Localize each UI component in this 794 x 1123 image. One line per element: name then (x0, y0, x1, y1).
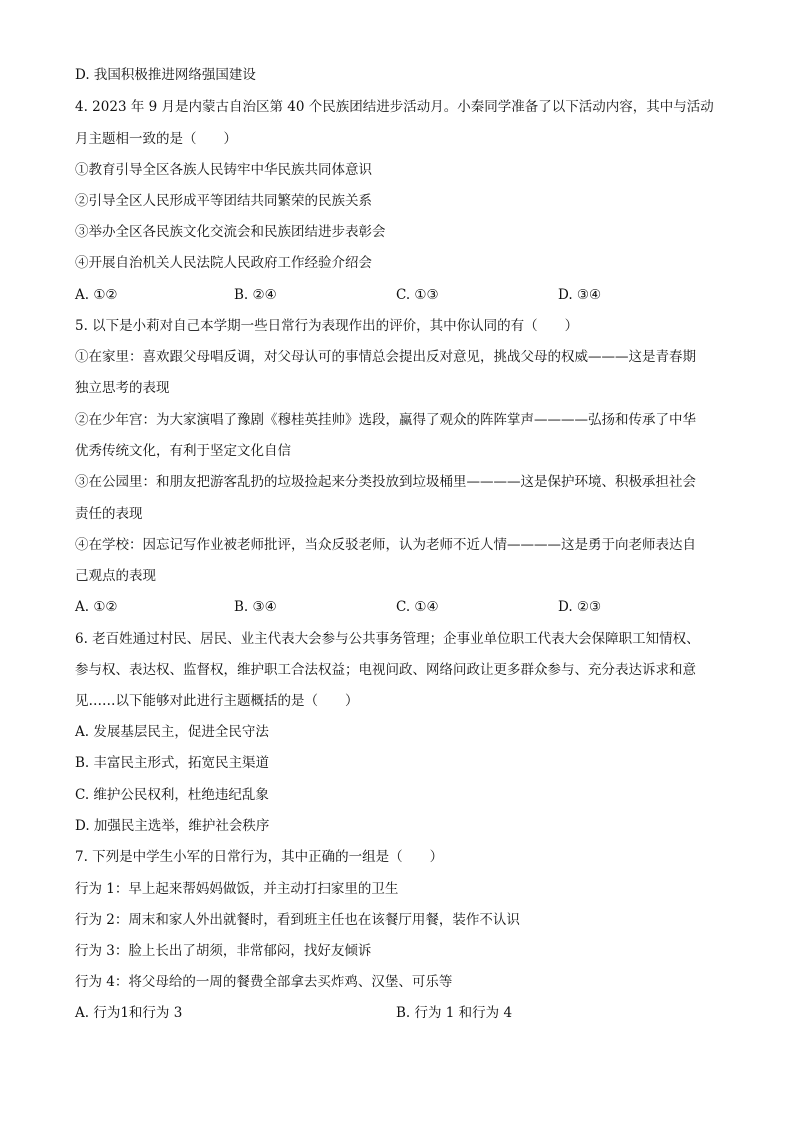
q6-option-c: C. 维护公民权利，杜绝违纪乱象 (75, 787, 269, 803)
q5-item-2-line1: ②在少年宫：为大家演唱了豫剧《穆桂英挂帅》选段，赢得了观众的阵阵掌声————弘扬和传承了中华 (75, 412, 696, 428)
q7-item-3: 行为 3：脸上长出了胡须，非常郁闷，找好友倾诉 (75, 943, 372, 959)
q6-option-b: B. 丰富民主形式，拓宽民主渠道 (75, 755, 270, 771)
q5-item-1-line2: 独立思考的表现 (75, 380, 170, 396)
q4-stem-line2: 月主题相一致的是（ ） (75, 131, 237, 147)
q5-item-4-line1: ④在学校：因忘记写作业被老师批评，当众反驳老师，认为老师不近人情————这是勇于向老师表达自 (75, 537, 696, 553)
q7-item-4: 行为 4：将父母给的一周的餐费全部拿去买炸鸡、汉堡、可乐等 (75, 974, 453, 990)
q4-option-a: A. ①② (75, 287, 118, 303)
q5-option-c: C. ①④ (396, 599, 439, 615)
q5-item-4-line2: 己观点的表现 (75, 568, 156, 584)
q6-stem-line3: 见……以下能够对此进行主题概括的是（ ） (75, 693, 359, 709)
q7-option-b: B. 行为 1 和行为 4 (396, 1005, 513, 1021)
q4-option-d: D. ③④ (558, 287, 602, 303)
q4-item-4: ④开展自治机关人民法院人民政府工作经验介绍会 (75, 255, 372, 271)
q5-item-3-line1: ③在公园里：和朋友把游客乱扔的垃圾捡起来分类投放到垃圾桶里————这是保护环境、积极承担社会 (75, 474, 696, 490)
q5-option-d: D. ②③ (558, 599, 602, 615)
q4-option-b: B. ②④ (234, 287, 277, 303)
q4-option-c: C. ①③ (396, 287, 439, 303)
q7-item-2: 行为 2：周末和家人外出就餐时，看到班主任也在该餐厅用餐，装作不认识 (75, 912, 520, 928)
q4-item-1: ①教育引导全区各族人民铸牢中华民族共同体意识 (75, 162, 372, 178)
q5-item-2-line2: 优秀传统文化，有利于坚定文化自信 (75, 443, 291, 459)
q7-option-a: A. 行为1和行为 3 (75, 1005, 183, 1021)
q6-option-a: A. 发展基层民主，促进全民守法 (75, 724, 269, 740)
q7-stem: 7. 下列是中学生小军的日常行为，其中正确的一组是（ ） (75, 849, 444, 865)
q5-item-3-line2: 责任的表现 (75, 506, 143, 522)
q4-item-3: ③举办全区各民族文化交流会和民族团结进步表彰会 (75, 224, 386, 240)
q7-item-1: 行为 1：早上起来帮妈妈做饭，并主动打扫家里的卫生 (75, 881, 399, 897)
q5-option-b: B. ③④ (234, 599, 277, 615)
q6-stem-line1: 6. 老百姓通过村民、居民、业主代表大会参与公共事务管理；企事业单位职工代表大会保障职工知情权、 (75, 631, 700, 647)
q3-option-d: D. 我国积极推进网络强国建设 (75, 67, 256, 83)
q5-item-1-line1: ①在家里：喜欢跟父母唱反调，对父母认可的事情总会提出反对意见，挑战父母的权威———这是青春期 (75, 349, 696, 365)
q5-option-a: A. ①② (75, 599, 118, 615)
q5-stem: 5. 以下是小莉对自己本学期一些日常行为表现作出的评价，其中你认同的有（ ） (75, 318, 579, 334)
q6-option-d: D. 加强民主选举，维护社会秩序 (75, 818, 270, 834)
q4-item-2: ②引导全区人民形成平等团结共同繁荣的民族关系 (75, 193, 372, 209)
q4-stem-line1: 4. 2023 年 9 月是内蒙古自治区第 40 个民族团结进步活动月。小秦同学准备了以下活动内容，其中与活动 (75, 99, 714, 115)
q6-stem-line2: 参与权、表达权、监督权，维护职工合法权益；电视问政、网络问政让更多群众参与、充分表达诉求和意 (75, 662, 696, 678)
